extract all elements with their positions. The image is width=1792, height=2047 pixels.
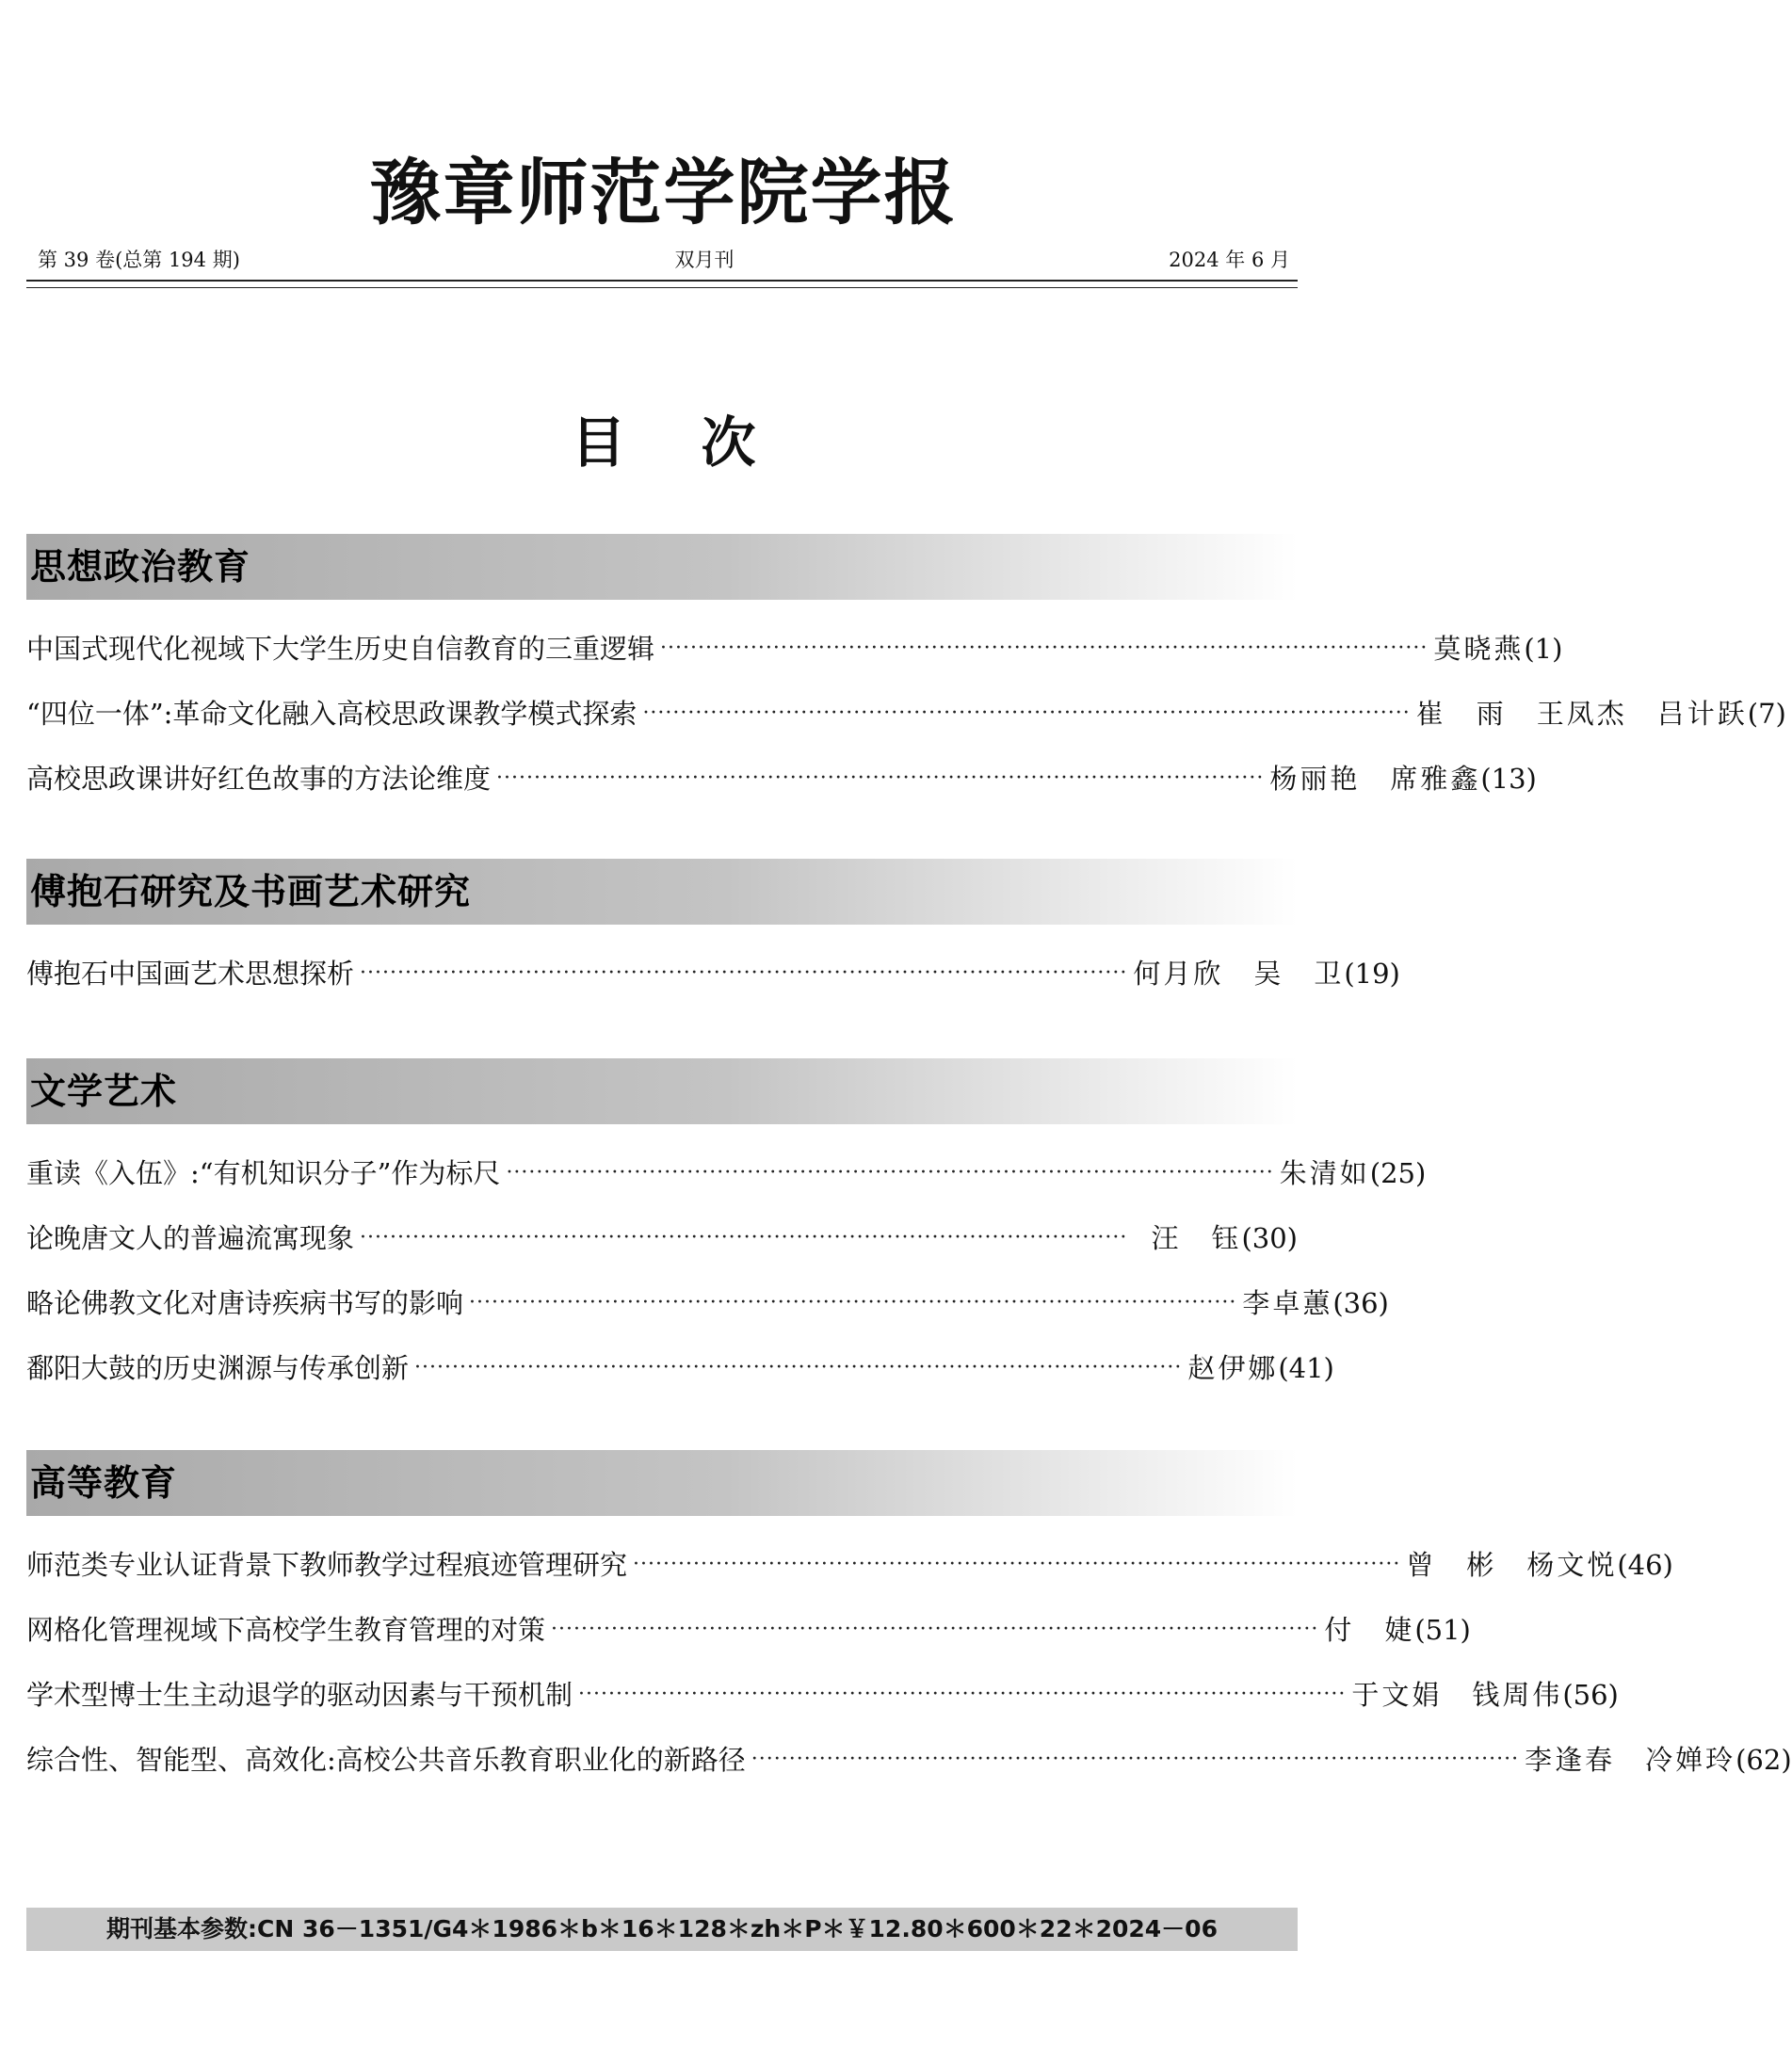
- article-authors: 于文娟 钱周伟: [1351, 1679, 1563, 1711]
- article-authors: 赵伊娜: [1187, 1352, 1279, 1384]
- article-page: (19): [1344, 958, 1400, 990]
- article-title: 傅抱石中国画艺术思想探析: [26, 958, 355, 990]
- toc-entry[interactable]: [26, 730, 1537, 795]
- section-title: 文学艺术: [26, 1058, 1298, 1124]
- article-authors: 莫晓燕: [1433, 633, 1525, 665]
- section-title: 傅抱石研究及书画艺术研究: [26, 859, 1298, 925]
- leader-dots: ······································································································: [496, 766, 1265, 790]
- article-title: 网格化管理视域下高校学生教育管理的对策: [26, 1614, 546, 1646]
- section-title: 高等教育: [26, 1450, 1298, 1516]
- article-page: (1): [1524, 633, 1563, 665]
- toc-heading-char-1: 目: [571, 411, 626, 475]
- toc-heading: [0, 410, 1327, 475]
- leader-dots: ······································································································: [660, 637, 1429, 660]
- leader-dots: ······································································································: [642, 701, 1411, 725]
- article-page: (51): [1414, 1614, 1471, 1646]
- article-authors: 汪 钰: [1151, 1222, 1242, 1254]
- section-literature-art: [26, 1058, 1427, 1384]
- toc-entry[interactable]: [26, 925, 1400, 990]
- section-higher-education: [26, 1450, 1792, 1776]
- article-authors: 曾 彬 杨文悦: [1406, 1549, 1618, 1581]
- toc-heading-char-2: 次: [701, 411, 756, 475]
- article-authors: 崔 雨 王凤杰 吕计跃: [1415, 698, 1748, 730]
- article-title: 中国式现代化视域下大学生历史自信教育的三重逻辑: [26, 633, 655, 665]
- toc-entry[interactable]: [26, 1581, 1471, 1646]
- article-title: 重读《入伍》:“有机知识分子”作为标尺: [26, 1157, 501, 1189]
- article-page: (25): [1369, 1157, 1427, 1189]
- article-title: 略论佛教文化对唐诗疾病书写的影响: [26, 1287, 464, 1319]
- article-page: (62): [1735, 1744, 1792, 1776]
- article-page: (46): [1617, 1549, 1673, 1581]
- frequency: 双月刊: [674, 249, 735, 271]
- toc-entry[interactable]: [26, 1254, 1389, 1319]
- article-authors: 付 婕: [1324, 1614, 1415, 1646]
- article-title: “四位一体”:革命文化融入高校思政课教学模式探索: [26, 698, 638, 730]
- article-page: (7): [1747, 698, 1786, 730]
- journal-title: 豫章师范学院学报: [369, 151, 958, 234]
- toc-entry[interactable]: [26, 600, 1563, 665]
- volume-info: 第 39 卷(总第 194 期): [38, 249, 240, 271]
- issue-date: 2024 年 6 月: [1169, 249, 1290, 271]
- toc-entry[interactable]: [26, 1711, 1792, 1776]
- leader-dots: ······································································································: [469, 1291, 1237, 1314]
- leader-dots: ······································································································: [360, 961, 1128, 985]
- header-rule-thin: [26, 287, 1298, 288]
- article-page: (13): [1480, 763, 1537, 795]
- toc-entry[interactable]: [26, 1124, 1427, 1189]
- leader-dots: ······································································································: [551, 1618, 1319, 1641]
- leader-dots: ······································································································: [633, 1553, 1401, 1576]
- leader-dots: ······································································································: [360, 1226, 1128, 1249]
- journal-params-bar: 期刊基本参数:CN 36－1351/G4＊1986＊b＊16＊128＊zh＊P＊￥12.80＊600＊22＊2024－06: [26, 1908, 1298, 1951]
- article-page: (30): [1241, 1222, 1298, 1254]
- article-title: 论晚唐文人的普遍流寓现象: [26, 1222, 355, 1254]
- section-title: 思想政治教育: [26, 534, 1298, 600]
- leader-dots: ······································································································: [414, 1356, 1183, 1379]
- article-title: 综合性、智能型、高效化:高校公共音乐教育职业化的新路径: [26, 1744, 746, 1776]
- toc-entry[interactable]: [26, 1646, 1619, 1711]
- journal-meta: [38, 247, 1290, 273]
- toc-entry[interactable]: [26, 665, 1786, 730]
- toc-entry[interactable]: [26, 1319, 1334, 1384]
- article-title: 师范类专业认证背景下教师教学过程痕迹管理研究: [26, 1549, 628, 1581]
- leader-dots: ······································································································: [751, 1748, 1520, 1771]
- toc-entry[interactable]: [26, 1189, 1298, 1254]
- article-authors: 何月欣 吴 卫: [1133, 958, 1345, 990]
- article-authors: 李逢春 冷婵玲: [1525, 1744, 1736, 1776]
- article-authors: 杨丽艳 席雅鑫: [1269, 763, 1481, 795]
- toc-entry[interactable]: [26, 1516, 1673, 1581]
- section-fu-baoshi-research: [26, 859, 1400, 990]
- header-rule: [26, 280, 1298, 282]
- article-page: (56): [1562, 1679, 1619, 1711]
- leader-dots: ······································································································: [578, 1683, 1347, 1706]
- article-page: (36): [1332, 1287, 1389, 1319]
- article-page: (41): [1278, 1352, 1334, 1384]
- section-ideological-education: [26, 534, 1786, 795]
- article-authors: 朱清如: [1279, 1157, 1370, 1189]
- article-title: 学术型博士生主动退学的驱动因素与干预机制: [26, 1679, 573, 1711]
- article-title: 鄱阳大鼓的历史渊源与传承创新: [26, 1352, 410, 1384]
- article-title: 高校思政课讲好红色故事的方法论维度: [26, 763, 492, 795]
- article-authors: 李卓蕙: [1242, 1287, 1333, 1319]
- leader-dots: ······································································································: [506, 1161, 1274, 1185]
